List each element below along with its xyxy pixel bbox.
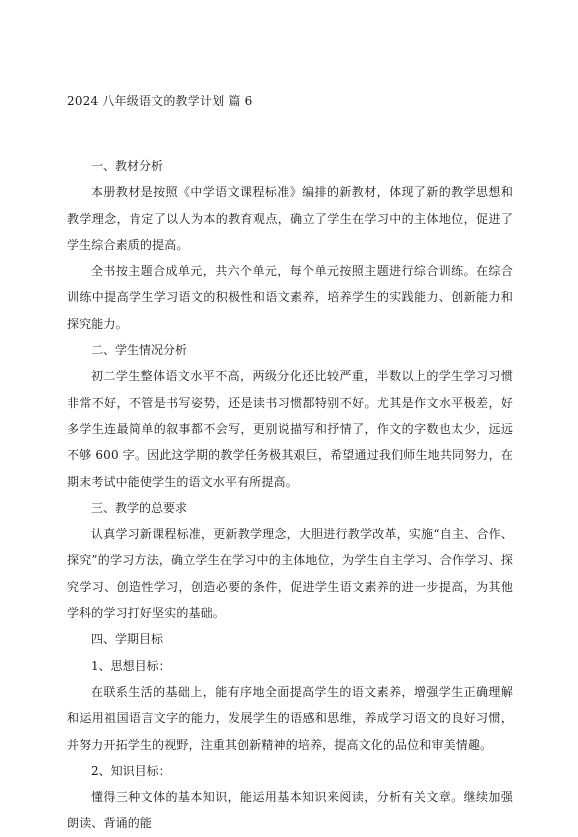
paragraph: 本册教材是按照《中学语文课程标准》编排的新教材，体现了新的教学思想和教学理念，肯定了以人为本的教育观点，确立了学生在学习中的主体地位，促进了学生综合素质的提高。 bbox=[67, 185, 513, 252]
paragraph: 在联系生活的基础上，能有序地全面提高学生的语文素养，增强学生正确理解和运用祖国语言文字的能力，发展学生的语感和思维，养成学习语文的良好习惯，并努力开拓学生的视野，注重其创新精神的培养，提高文化的品位和审美情趣。 bbox=[67, 684, 513, 752]
paragraph: 全书按主题合成单元，共六个单元，每个单元按照主题进行综合训练。在综合训练中提高学生学习语文的积极性和语文素养，培养学生的实践能力、创新能力和探究能力。 bbox=[67, 264, 513, 331]
paragraph: 认真学习新课程标准，更新教学理念，大胆进行教学改革，实施“自主、合作、探究”的学习方法，确立学生在学习中的主体地位，为学生自主学习、合作学习、探究学习、创造性学习，创造必要的条件，促进学生语文素养的进一步提高，为其他学科的学习打好坚实的基础。 bbox=[67, 527, 513, 621]
paragraph: 懂得三种文体的基本知识，能运用基本知识来阅读，分析有关文章。继续加强朗读、背诵的能 bbox=[67, 790, 513, 831]
section-heading-student-analysis: 二、学生情况分析 bbox=[91, 343, 188, 358]
subheading-knowledge-goals: 2、知识目标： bbox=[91, 763, 171, 778]
subheading-ideological-goals: 1、思想目标： bbox=[91, 658, 171, 673]
section-heading-general-requirements: 三、教学的总要求 bbox=[91, 500, 188, 515]
document-title: 2024 八年级语文的教学计划 篇 6 bbox=[67, 94, 253, 108]
section-heading-term-goals: 四、学期目标 bbox=[91, 632, 164, 647]
section-heading-textbook-analysis: 一、教材分析 bbox=[91, 159, 164, 173]
paragraph: 初二学生整体语文水平不高，两级分化还比较严重，半数以上的学生学习习惯非常不好，不管是书写姿势，还是读书习惯都特别不好。尤其是作文水平极差，好多学生连最简单的叙事都不会写，更别说描写和抒情了，作文的字数也太少，远远不够 600 字。因此这学期的教学任务极其艰巨，希望通过我们师生地共同努力，在期末考试中能使学生的语文水平有所提高。 bbox=[67, 369, 513, 489]
